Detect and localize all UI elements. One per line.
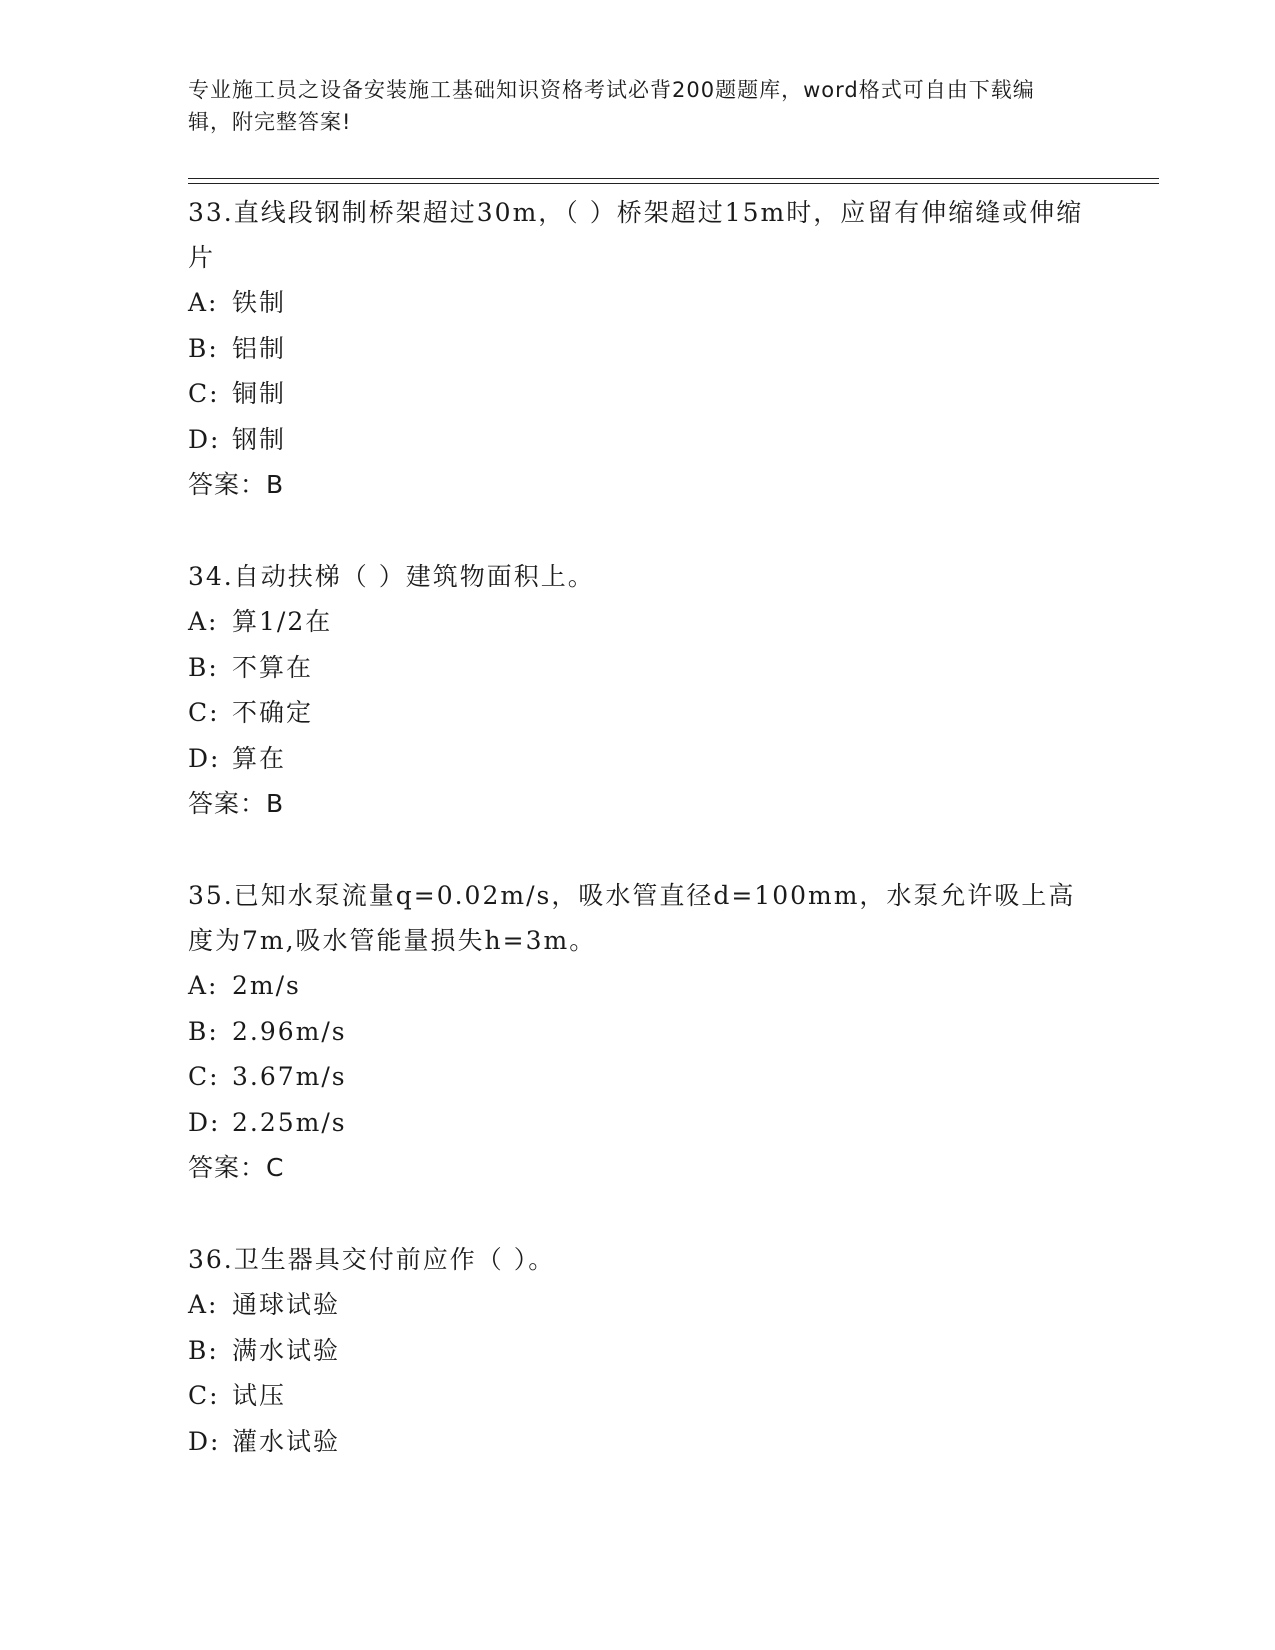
option-letter: D: [188, 1107, 221, 1137]
option-d [188, 1419, 1088, 1465]
option-d [188, 736, 1088, 782]
option-text: 2m/s [232, 971, 301, 1000]
option-a [188, 599, 1088, 645]
option-b [188, 1328, 1088, 1374]
option-text: 钢制 [232, 424, 287, 454]
question-stem: 34.自动扶梯（ ）建筑物面积上。 [188, 562, 595, 591]
answer-line: 答案：C [188, 1153, 285, 1182]
option-text: 不确定 [232, 698, 314, 727]
question-35 [188, 873, 1088, 1191]
option-text: 铜制 [232, 379, 287, 408]
question-34 [188, 554, 1088, 827]
option-text: 试压 [232, 1381, 287, 1410]
question-33 [188, 190, 1088, 508]
option-letter: D: [188, 1426, 221, 1456]
option-letter: A: [188, 288, 219, 317]
option-d [188, 417, 1088, 463]
option-d [188, 1100, 1088, 1146]
option-letter: B: [188, 333, 219, 363]
question-stem: 33.直线段钢制桥架超过30m，（ ）桥架超过15m时，应留有伸缩缝或伸缩片 [188, 198, 1084, 272]
option-letter: D: [188, 424, 221, 454]
option-text: 满水试验 [232, 1335, 341, 1365]
option-text: 不算在 [232, 652, 314, 682]
option-c [188, 1373, 1088, 1419]
option-c [188, 371, 1088, 417]
answer-line: 答案：B [188, 470, 285, 499]
option-text: 通球试验 [232, 1290, 341, 1319]
option-b [188, 645, 1088, 691]
option-a [188, 280, 1088, 326]
option-letter: A: [188, 607, 219, 636]
question-36 [188, 1237, 1088, 1464]
answer-line: 答案：B [188, 789, 285, 818]
header-divider-bottom [188, 183, 1159, 184]
option-text: 2.96m/s [232, 1016, 347, 1046]
option-letter: C: [188, 698, 220, 727]
option-text: 灌水试验 [232, 1426, 341, 1456]
option-letter: B: [188, 1335, 219, 1365]
option-text: 铝制 [232, 333, 287, 363]
header-divider-top [188, 178, 1159, 179]
document-header: 专业施工员之设备安装施工基础知识资格考试必背200题题库，word格式可自由下载编辑，附完整答案! [188, 78, 1035, 134]
option-letter: C: [188, 1062, 220, 1091]
option-letter: A: [188, 1290, 219, 1319]
option-letter: C: [188, 379, 220, 408]
option-b [188, 1009, 1088, 1055]
option-text: 3.67m/s [232, 1062, 347, 1091]
option-letter: B: [188, 652, 219, 682]
option-c [188, 1054, 1088, 1100]
option-c [188, 690, 1088, 736]
option-text: 铁制 [232, 288, 287, 317]
option-b [188, 326, 1088, 372]
option-a [188, 1282, 1088, 1328]
option-letter: C: [188, 1381, 220, 1410]
option-text: 2.25m/s [232, 1107, 347, 1137]
option-a [188, 963, 1088, 1009]
option-text: 算在 [232, 743, 287, 773]
question-stem: 35.已知水泵流量q=0.02m/s，吸水管直径d=100mm，水泵允许吸上高度为7m,吸水管能量损失h=3m。 [188, 881, 1076, 955]
option-letter: A: [188, 971, 219, 1000]
question-list [188, 190, 1088, 1510]
option-letter: B: [188, 1016, 219, 1046]
option-text: 算1/2在 [232, 607, 333, 636]
option-letter: D: [188, 743, 221, 773]
question-stem: 36.卫生器具交付前应作（ ）。 [188, 1245, 556, 1274]
